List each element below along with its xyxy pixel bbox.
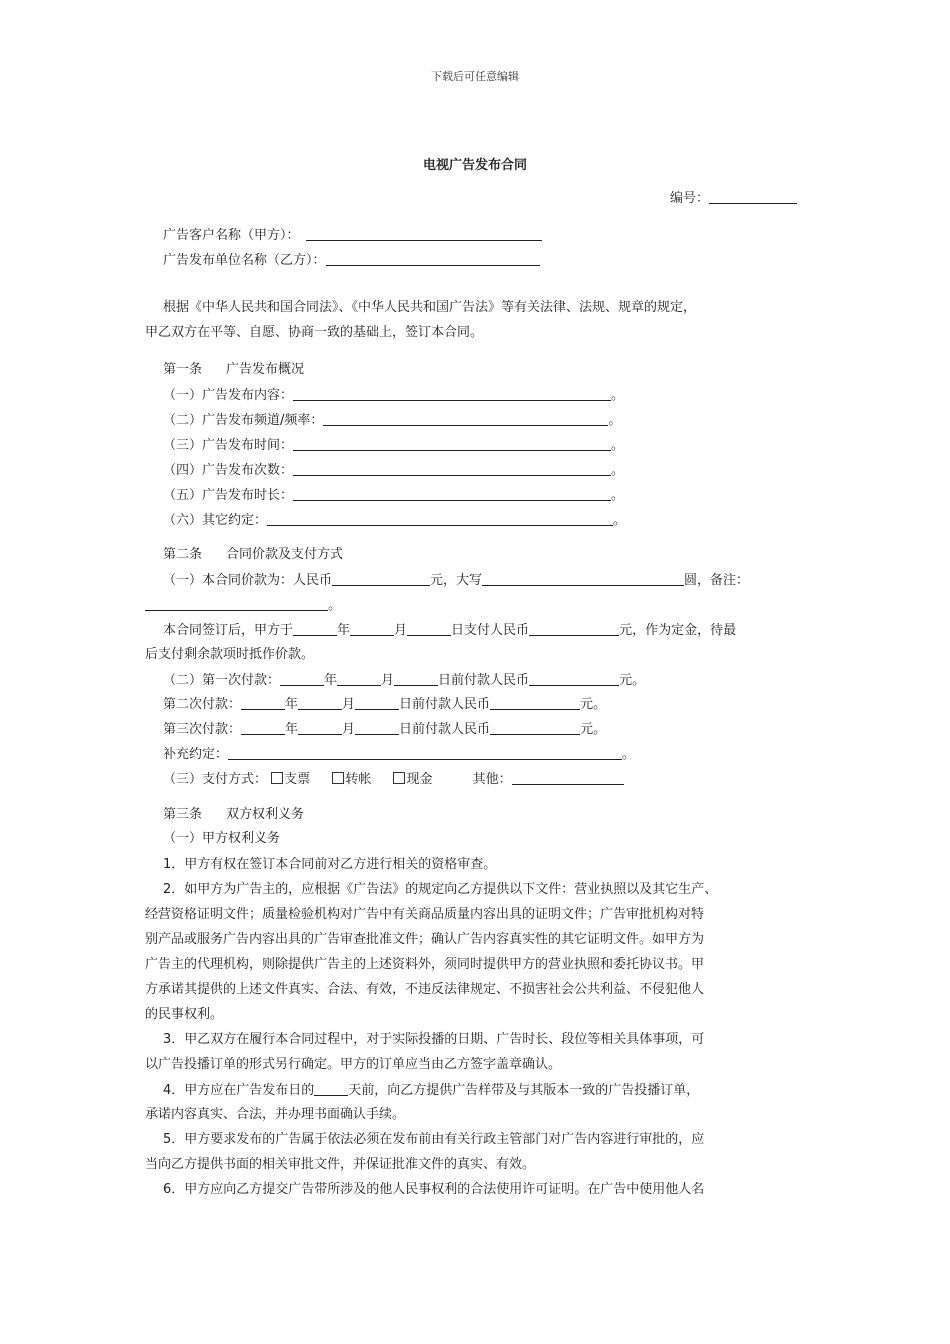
- remark-row: 。: [145, 596, 341, 615]
- price-row: （一）本合同价款为：人民币 元，大写 圆，备注：: [163, 573, 750, 588]
- party-a-row: 广告客户名称（甲方）：: [163, 226, 542, 245]
- checkbox-icon[interactable]: [332, 772, 344, 784]
- body-line: 广告主的代理机构，则除提供广告主的上述资料外，须同时提供甲方的营业执照和委托协议书。甲: [145, 957, 705, 972]
- day-blank[interactable]: [407, 621, 451, 636]
- payment-1-row: （二）第一次付款： 年 月 日前付款人民币 元。: [163, 673, 646, 688]
- amount-blank[interactable]: [490, 720, 580, 735]
- item-blank[interactable]: [267, 511, 613, 526]
- other-blank[interactable]: [512, 770, 624, 785]
- article-1-item: （五）广告发布时长： 。: [163, 488, 625, 503]
- body-line: 承诺内容真实、合法，并办理书面确认手续。: [145, 1107, 406, 1122]
- checkbox-icon[interactable]: [393, 772, 405, 784]
- days-blank[interactable]: [314, 1081, 348, 1096]
- amount-blank[interactable]: [490, 695, 580, 710]
- body-line: 的民事权利。: [145, 1007, 224, 1022]
- body-line: 2．如甲方为广告主的，应根据《广告法》的规定向乙方提供以下文件：营业执照以及其它生产、: [163, 882, 718, 897]
- party-a-blank[interactable]: [306, 226, 542, 241]
- amount-blank[interactable]: [529, 671, 619, 686]
- party-b-blank[interactable]: [326, 251, 540, 266]
- payment-2-row: 第二次付款： 年 月 日前付款人民币 元。: [163, 697, 607, 712]
- deposit-row-2: 后支付剩余款项时抵作价款。: [145, 647, 315, 662]
- remark-blank[interactable]: [145, 596, 328, 611]
- article-1-heading: 第一条 广告发布概况: [163, 362, 305, 377]
- payment-3-row: 第三次付款： 年 月 日前付款人民币 元。: [163, 722, 607, 737]
- body-line: 别产品或服务广告内容出具的广告审查批准文件；确认广告内容真实性的其它证明文件。如甲方为: [145, 932, 705, 947]
- item-blank[interactable]: [293, 461, 611, 476]
- year-blank[interactable]: [241, 720, 285, 735]
- article-2-heading: 第二条 合同价款及支付方式: [163, 547, 344, 562]
- checkbox-icon[interactable]: [271, 772, 283, 784]
- article-1-item: （一）广告发布内容： 。: [163, 388, 625, 403]
- month-blank[interactable]: [298, 720, 342, 735]
- body-line: 6．甲方应向乙方提交广告带所涉及的他人民事权利的合法使用许可证明。在广告中使用他人名: [163, 1182, 705, 1197]
- day-blank[interactable]: [355, 720, 399, 735]
- option-cash[interactable]: 现金: [393, 772, 432, 787]
- option-transfer[interactable]: 转帐: [332, 772, 371, 787]
- body-line: 3．甲乙双方在履行本合同过程中，对于实际投播的日期、广告时长、段位等相关具体事项，可: [163, 1032, 705, 1047]
- contract-number: 编号：: [670, 189, 797, 208]
- body-line: 1．甲方有权在签订本合同前对乙方进行相关的资格审查。: [163, 857, 497, 872]
- item-blank[interactable]: [323, 411, 608, 426]
- article-1-item: （二）广告发布频道/频率： 。: [163, 413, 622, 428]
- intro-line: 根据《中华人民共和国合同法》、《中华人民共和国广告法》等有关法律、法规、规章的规定，: [163, 300, 697, 315]
- day-blank[interactable]: [394, 671, 438, 686]
- body-line: 经营资格证明文件；质量检验机构对广告中有关商品质量内容出具的证明文件；广告审批机构对特: [145, 907, 705, 922]
- page-header: 下载后可任意编辑: [431, 70, 519, 83]
- body-line: 当向乙方提供书面的相关审批文件，并保证批准文件的真实、有效。: [145, 1157, 536, 1172]
- supplement-row: 补充约定： 。: [163, 747, 636, 762]
- item-blank[interactable]: [293, 436, 611, 451]
- body-line: 以广告投播订单的形式另行确定。甲方的订单应当由乙方签字盖章确认。: [145, 1057, 562, 1072]
- supplement-blank[interactable]: [228, 745, 622, 760]
- day-blank[interactable]: [355, 695, 399, 710]
- number-blank[interactable]: [709, 189, 797, 204]
- option-check[interactable]: 支票: [271, 772, 310, 787]
- article-3-heading: 第三条 双方权利义务: [163, 807, 305, 822]
- intro-line: 甲乙双方在平等、自愿、协商一致的基础上，签订本合同。: [145, 325, 484, 340]
- month-blank[interactable]: [298, 695, 342, 710]
- year-blank[interactable]: [293, 621, 337, 636]
- article-1-item: （四）广告发布次数： 。: [163, 463, 625, 478]
- year-blank[interactable]: [241, 695, 285, 710]
- deposit-row: 本合同签订后，甲方于 年 月 日支付人民币 元，作为定金，待最: [163, 623, 737, 638]
- price-blank[interactable]: [332, 571, 430, 586]
- article-3-sub: （一）甲方权利义务: [163, 831, 281, 846]
- body-line: 5．甲方要求发布的广告属于依法必须在发布前由有关行政主管部门对广告内容进行审批的，应: [163, 1132, 705, 1147]
- item-blank[interactable]: [293, 486, 611, 501]
- party-b-row: 广告发布单位名称（乙方）：: [163, 251, 540, 270]
- month-blank[interactable]: [350, 621, 394, 636]
- article-1-item: （三）广告发布时间： 。: [163, 438, 625, 453]
- amount-blank[interactable]: [529, 621, 619, 636]
- contract-title: 电视广告发布合同: [422, 158, 527, 173]
- month-blank[interactable]: [337, 671, 381, 686]
- item-4-row: 4．甲方应在广告发布日的 天前，向乙方提供广告样带及与其版本一致的广告投播订单，: [163, 1083, 700, 1098]
- price-daxie-blank[interactable]: [482, 571, 684, 586]
- body-line: 方承诺其提供的上述文件真实、合法、有效，不违反法律规定、不损害社会公共利益、不侵犯他人: [145, 982, 705, 997]
- article-1-item: （六）其它约定： 。: [163, 513, 627, 528]
- payment-method-row: （三）支付方式： 支票 转帐 现金 其他：: [163, 770, 624, 789]
- item-blank[interactable]: [293, 386, 611, 401]
- year-blank[interactable]: [280, 671, 324, 686]
